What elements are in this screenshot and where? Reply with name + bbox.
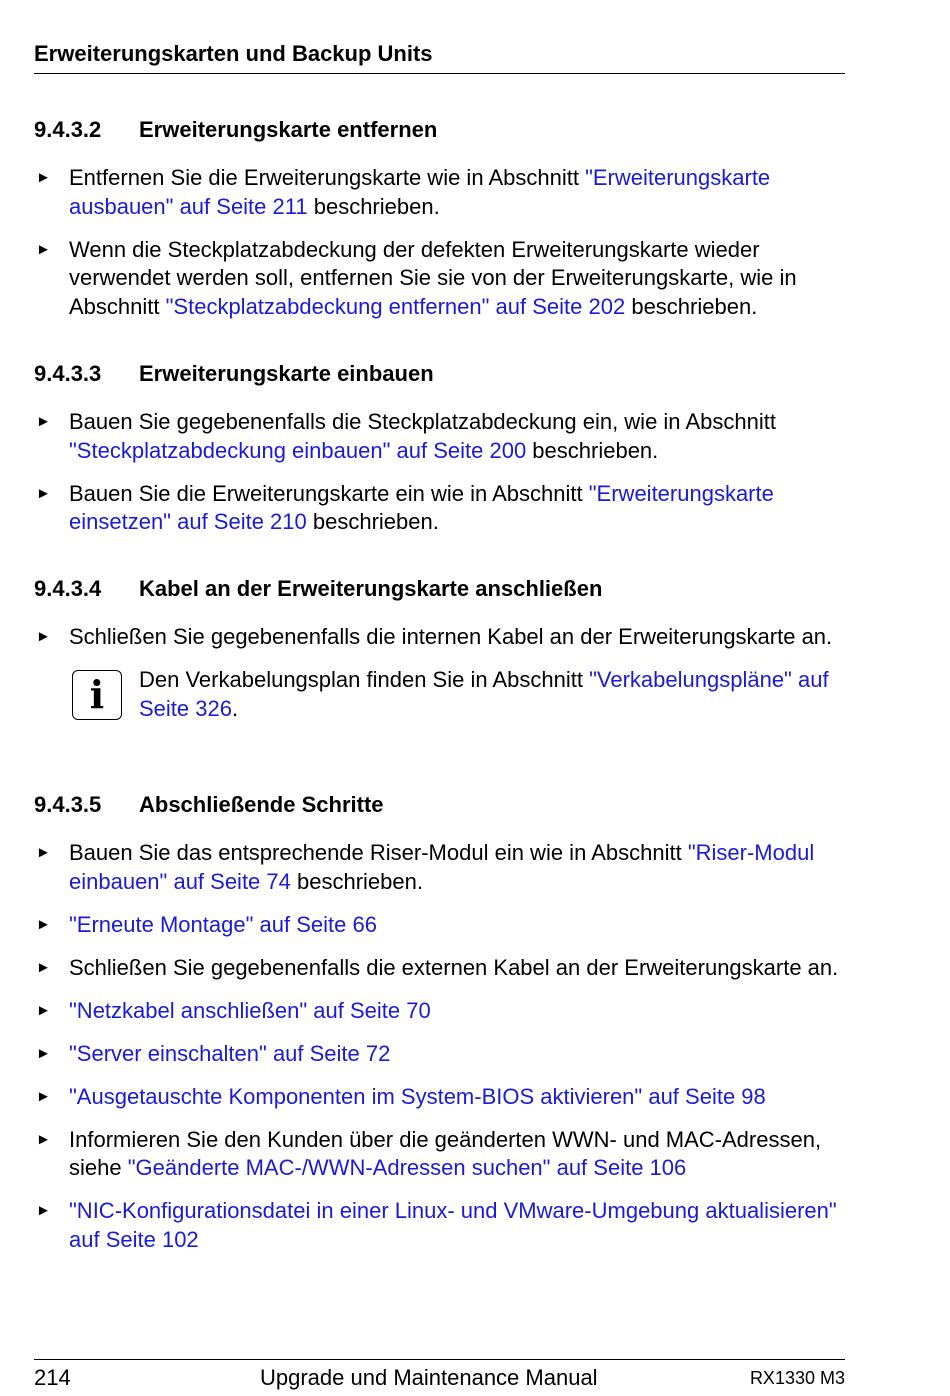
section-title: Kabel an der Erweiterungskarte anschließen: [139, 576, 603, 601]
bullet-arrow-icon: ►: [36, 1202, 51, 1219]
page-number: 214: [34, 1365, 71, 1390]
section-erweiterungskarte-entfernen: [34, 116, 845, 336]
list-item: [34, 954, 845, 983]
list-item: [34, 236, 845, 322]
bullet-arrow-icon: ►: [36, 628, 51, 645]
bullet-arrow-icon: ►: [36, 844, 51, 861]
note-text-tail: .: [231, 695, 239, 721]
section-erweiterungskarte-einbauen: [34, 360, 845, 551]
step-list: [34, 164, 845, 321]
model-name: RX1330 M3: [749, 1368, 845, 1388]
list-item: [34, 1126, 845, 1183]
section-title: Erweiterungskarte einbauen: [139, 361, 434, 386]
item-text: Schließen Sie gegebenenfalls die externen Kabel an der Erweiterungskarte an.: [69, 954, 839, 980]
section-heading: [34, 791, 845, 819]
list-item: [34, 911, 845, 940]
item-text-tail: beschrieben.: [307, 193, 440, 219]
bullet-arrow-icon: ►: [36, 1001, 51, 1019]
step-list: [34, 408, 845, 537]
bullet-arrow-icon: ►: [36, 1044, 51, 1062]
cross-reference-link[interactable]: "Erweiterungskarte ausbauen" auf Seite 211: [69, 165, 771, 219]
manual-title: Upgrade und Maintenance Manual: [260, 1365, 598, 1390]
bullet-arrow-icon: ►: [36, 915, 51, 933]
list-item: [34, 623, 845, 652]
cross-reference-link[interactable]: "Steckplatzabdeckung entfernen" auf Seite 202: [165, 293, 626, 319]
section-heading: [34, 116, 845, 144]
section-abschliessende-schritte: [34, 791, 845, 1269]
list-item: [34, 1040, 845, 1069]
bullet-arrow-icon: ►: [36, 484, 51, 502]
cross-reference-link[interactable]: "Erweiterungskarte einsetzen" auf Seite 210: [69, 480, 774, 534]
item-text: Schließen Sie gegebenenfalls die internen Kabel an der Erweiterungskarte an.: [69, 624, 833, 649]
bullet-arrow-icon: ►: [36, 169, 51, 186]
section-title: Abschließende Schritte: [139, 792, 384, 817]
list-item: [34, 480, 845, 537]
section-number: 9.4.3.2: [34, 117, 102, 142]
item-text: Bauen Sie die Erweiterungskarte ein wie in Abschnitt: [69, 480, 589, 506]
bullet-arrow-icon: ►: [36, 1130, 51, 1148]
section-kabel-anschliessen: [34, 575, 845, 723]
item-text: Entfernen Sie die Erweiterungskarte wie in Abschnitt: [69, 165, 586, 190]
cross-reference-link[interactable]: "Ausgetauschte Komponenten im System-BIOS aktivieren" auf Seite 98: [69, 1083, 766, 1109]
section-number: 9.4.3.4: [34, 576, 102, 601]
section-title: Erweiterungskarte entfernen: [139, 117, 438, 142]
info-icon: i: [72, 670, 122, 720]
cross-reference-link[interactable]: "Riser-Modul einbauen" auf Seite 74: [69, 840, 815, 894]
cross-reference-link[interactable]: "Steckplatzabdeckung einbauen" auf Seite 200: [69, 437, 527, 463]
list-item: [34, 997, 845, 1026]
item-text-tail: beschrieben.: [306, 509, 439, 534]
item-text-tail: beschrieben.: [290, 868, 423, 894]
page-footer: [34, 1359, 845, 1388]
item-text-tail: beschrieben.: [625, 293, 758, 319]
list-item: [34, 839, 845, 896]
section-number: 9.4.3.5: [34, 792, 102, 817]
bullet-arrow-icon: ►: [36, 958, 51, 976]
list-item: [34, 1083, 845, 1112]
step-list: [34, 623, 845, 652]
bullet-arrow-icon: ►: [36, 413, 51, 430]
note-text: Den Verkabelungsplan finden Sie in Abschnitt: [139, 667, 590, 692]
section-heading: [34, 360, 845, 388]
step-list: [34, 839, 845, 1254]
cross-reference-link[interactable]: "Geänderte MAC-/WWN-Adressen suchen" auf Seite 106: [127, 1155, 687, 1180]
list-item: [34, 408, 845, 465]
cross-reference-link[interactable]: "Erneute Montage" auf Seite 66: [69, 911, 377, 937]
item-text: Bauen Sie gegebenenfalls die Steckplatzabdeckung ein, wie in Abschnitt: [69, 409, 776, 434]
section-heading: [34, 575, 845, 603]
item-text: Wenn die Steckplatzabdeckung der defekten Erweiterungskarte wieder verwendet werden soll, entfernen Sie sie von der Erweiterungskarte, wie in Abschnitt: [69, 236, 797, 319]
list-item: [34, 1197, 845, 1254]
cross-reference-link[interactable]: "NIC-Konfigurationsdatei in einer Linux- und VMware-Umgebung aktualisieren" auf Seite 102: [69, 1198, 837, 1252]
page-header: Erweiterungskarten und Backup Units: [34, 40, 845, 74]
bullet-arrow-icon: ►: [36, 1087, 51, 1105]
section-number: 9.4.3.3: [34, 361, 102, 386]
list-item: [34, 164, 845, 221]
cross-reference-link[interactable]: "Server einschalten" auf Seite 72: [69, 1040, 391, 1066]
cross-reference-link[interactable]: "Netzkabel anschließen" auf Seite 70: [69, 997, 431, 1023]
item-text: Bauen Sie das entsprechende Riser-Modul ein wie in Abschnitt: [69, 840, 688, 865]
item-text-tail: beschrieben.: [526, 437, 659, 463]
cross-reference-link[interactable]: "Verkabelungspläne" auf Seite 326: [139, 667, 829, 721]
item-text: Informieren Sie den Kunden über die geänderten WWN- und MAC-Adressen, siehe: [69, 1126, 822, 1180]
info-note: [34, 666, 845, 723]
bullet-arrow-icon: ►: [36, 240, 51, 258]
